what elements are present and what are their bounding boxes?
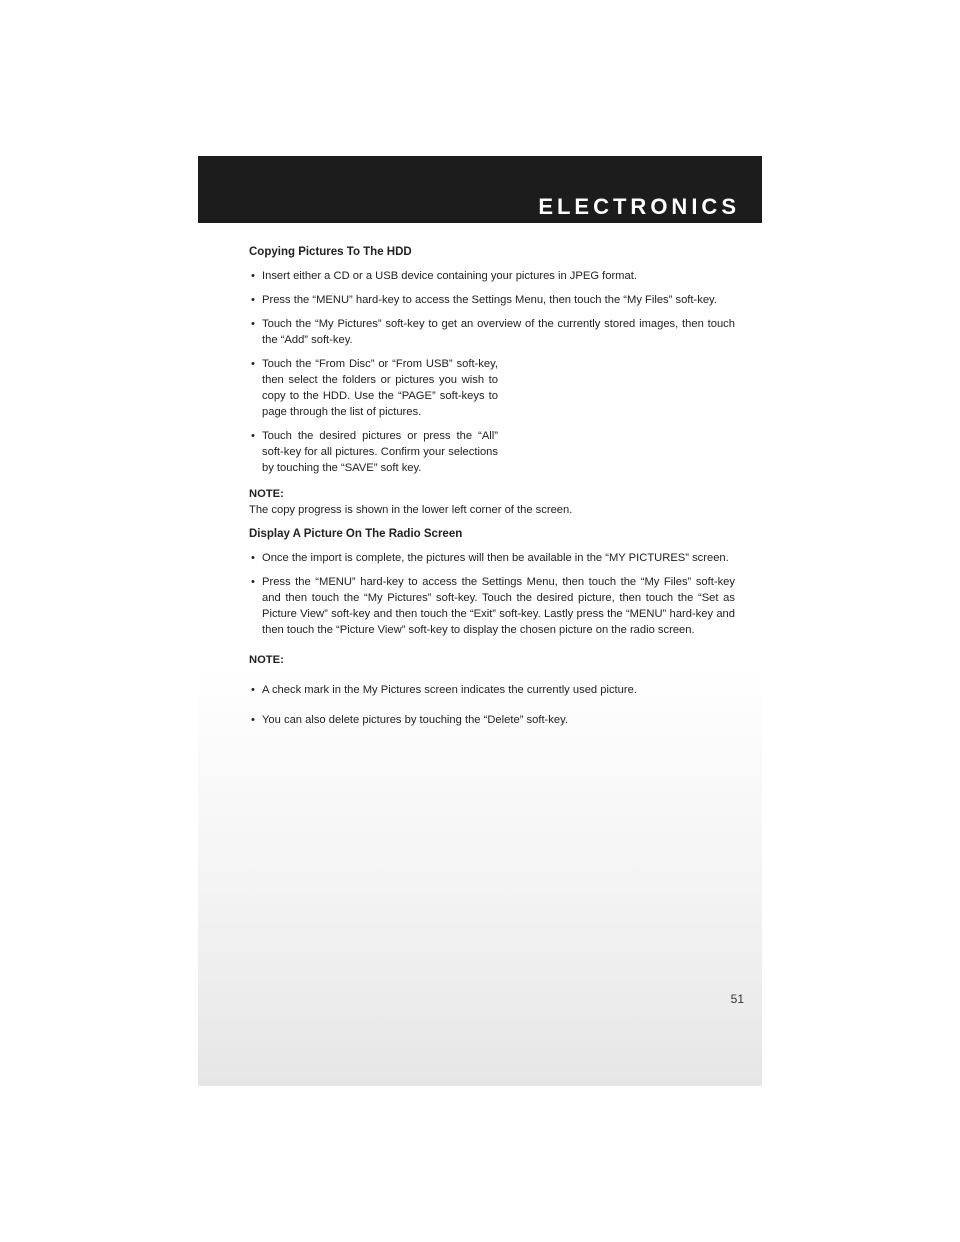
note-title: NOTE: <box>249 488 284 500</box>
bullet-icon: • <box>251 552 255 564</box>
manual-page <box>198 156 762 1086</box>
list-item: • Touch the “My Pictures” soft-key to get an overview of the currently stored images, then touch the “Add” soft-key. <box>251 318 735 346</box>
page-content <box>249 244 735 736</box>
list-item: • A check mark in the My Pictures screen indicates the currently used picture. <box>251 684 637 696</box>
bullet-icon: • <box>251 430 255 442</box>
list-item: • Touch the desired pictures or press the “All” soft-key for all pictures. Confirm your selections by touching the “SAVE” soft key. <box>251 430 498 474</box>
list-item: • You can also delete pictures by touching the “Delete” soft-key. <box>251 714 568 726</box>
bullet-icon: • <box>251 270 255 282</box>
bullet-icon: • <box>251 576 255 588</box>
page-number: 51 <box>730 992 744 1006</box>
list-item: • Once the import is complete, the pictures will then be available in the “MY PICTURES” screen. <box>251 552 729 564</box>
bullet-icon: • <box>251 358 255 370</box>
bullet-icon: • <box>251 684 255 696</box>
bullet-icon: • <box>251 318 255 330</box>
list-item: • Press the “MENU” hard-key to access the Settings Menu, then touch the “My Files” soft-key. <box>251 294 717 306</box>
note-title: NOTE: <box>249 654 284 666</box>
note-text: The copy progress is shown in the lower left corner of the screen. <box>249 504 573 516</box>
bullet-icon: • <box>251 714 255 726</box>
section-header-bar <box>198 156 762 223</box>
list-item: • Press the “MENU” hard-key to access the Settings Menu, then touch the “My Files” soft-key and then touch the “My Pictures” soft-key. Touch the desired picture, then touch the “Set as Picture View” soft-key and then touch the “Exit” soft-key. Lastly press the “MENU” hard-key and then touch the “Picture View” soft-key to display the chosen picture on the radio screen. <box>251 576 735 636</box>
list-item: • Touch the “From Disc” or “From USB” soft-key, then select the folders or pictures you wish to copy to the HDD. Use the “PAGE” soft-keys to page through the list of pictures. <box>251 358 498 418</box>
list-item: • Insert either a CD or a USB device containing your pictures in JPEG format. <box>251 270 637 282</box>
display-picture-heading: Display A Picture On The Radio Screen <box>249 528 463 540</box>
bullet-icon: • <box>251 294 255 306</box>
section-title: ELECTRONICS <box>538 194 740 219</box>
copying-pictures-heading: Copying Pictures To The HDD <box>249 246 412 258</box>
